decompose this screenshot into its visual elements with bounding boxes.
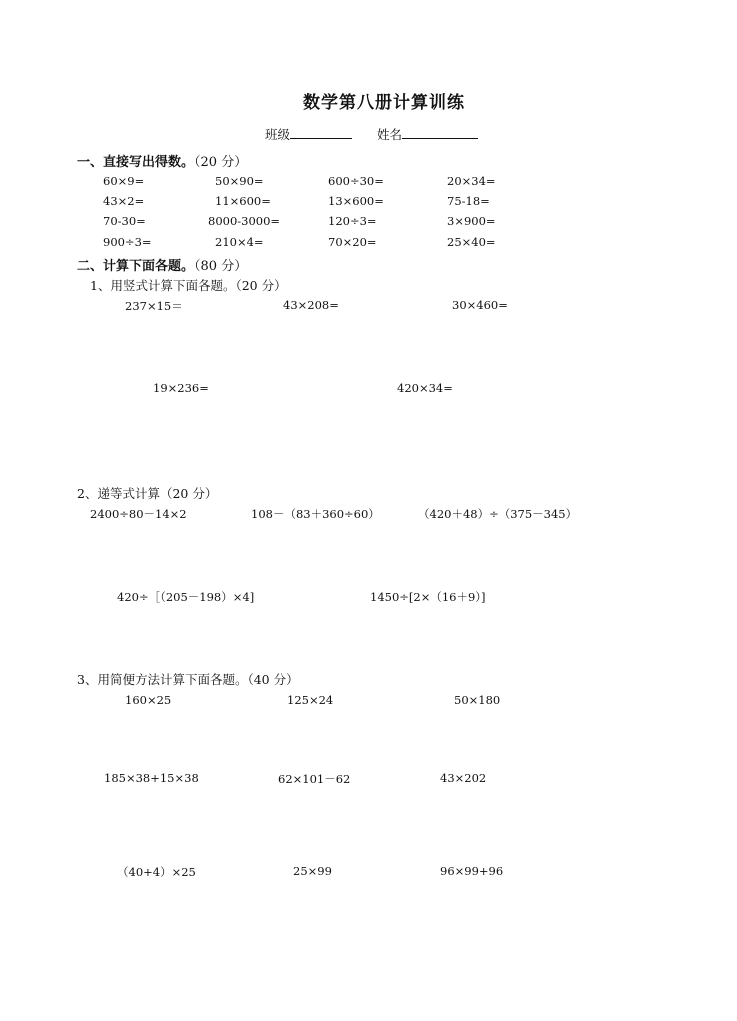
name-blank-line (402, 126, 478, 139)
part1-label: 1、用竖式计算下面各题。（20 分） (90, 278, 287, 293)
step-calc-problem: 2400÷80－14×2 (90, 507, 187, 521)
simplify-problem: 160×25 (125, 693, 172, 707)
vertical-calc-problem: 19×236= (153, 381, 209, 395)
step-calc-problem: 420÷［（205－198）×4] (117, 590, 255, 604)
step-calc-problem: 1450÷[2×（16＋9）] (370, 590, 486, 604)
section2-heading (77, 255, 247, 274)
oral-problem: 8000-3000= (208, 214, 281, 228)
simplify-problem: 43×202 (440, 771, 487, 785)
oral-problem: 3×900= (447, 214, 496, 228)
section1-heading (77, 151, 247, 170)
oral-problem: 210×4= (215, 235, 264, 249)
class-label: 班级 (265, 127, 291, 142)
oral-problem: 70×20= (328, 235, 377, 249)
simplify-problem: 125×24 (287, 693, 334, 707)
section1-title: 一、直接写出得数。 (77, 155, 195, 170)
simplify-problem: 185×38+15×38 (104, 771, 199, 785)
simplify-problem: 96×99+96 (440, 864, 504, 878)
simplify-problem: 62×101－62 (278, 772, 351, 786)
name-field (377, 125, 478, 143)
oral-problem: 75-18= (447, 194, 490, 208)
vertical-calc-problem: 237×15＝ (125, 299, 183, 313)
oral-problem: 11×600= (215, 194, 271, 208)
section2-points: （80 分） (194, 259, 248, 274)
step-calc-problem: 108－（83＋360÷60） (251, 507, 380, 521)
oral-problem: 50×90= (215, 174, 264, 188)
oral-problem: 20×34= (447, 174, 496, 188)
page-title: 数学第八册计算训练 (303, 93, 465, 113)
simplify-problem: （40+4）×25 (117, 865, 196, 879)
class-field (265, 125, 352, 143)
vertical-calc-problem: 420×34= (397, 381, 453, 395)
oral-problem: 60×9= (103, 174, 145, 188)
name-label: 姓名 (377, 127, 403, 142)
section2-title: 二、计算下面各题。 (77, 259, 195, 274)
oral-problem: 13×600= (328, 194, 384, 208)
oral-problem: 25×40= (447, 235, 496, 249)
oral-problem: 600÷30= (328, 174, 384, 188)
oral-problem: 70-30= (103, 214, 146, 228)
vertical-calc-problem: 30×460= (452, 298, 508, 312)
class-blank-line (290, 126, 352, 139)
step-calc-problem: （420＋48）÷（375－345） (418, 507, 578, 521)
vertical-calc-problem: 43×208= (283, 298, 339, 312)
oral-problem: 120÷3= (328, 214, 377, 228)
part2-label: 2、递等式计算（20 分） (77, 486, 218, 501)
section1-points: （20 分） (194, 155, 248, 170)
part3-label: 3、用简便方法计算下面各题。（40 分） (77, 672, 299, 687)
oral-problem: 43×2= (103, 194, 145, 208)
simplify-problem: 25×99 (293, 864, 332, 878)
oral-problem: 900÷3= (103, 235, 152, 249)
simplify-problem: 50×180 (454, 693, 501, 707)
